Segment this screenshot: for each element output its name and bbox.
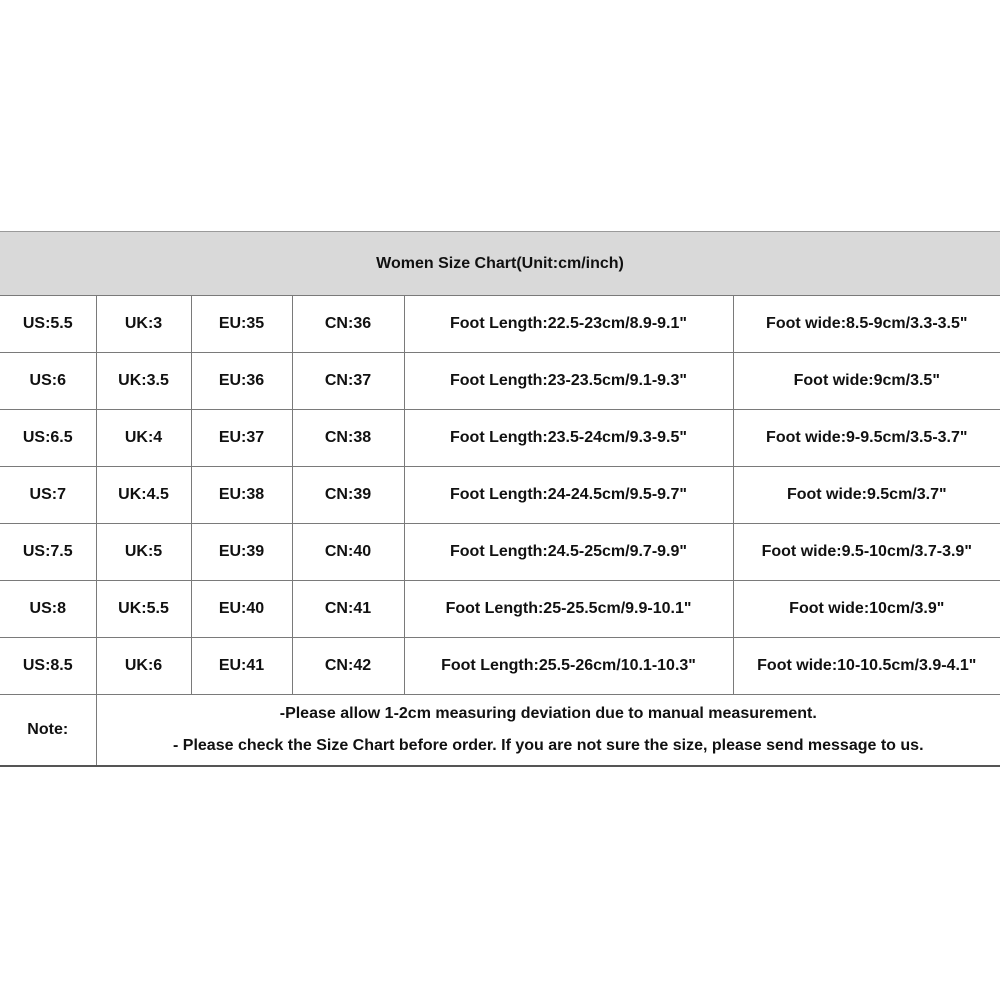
foot-length-cell: Foot Length:23-23.5cm/9.1-9.3": [404, 353, 733, 410]
us-size-cell: US:7: [0, 467, 96, 524]
foot-wide-cell: Foot wide:9cm/3.5": [733, 353, 1000, 410]
foot-length-cell: Foot Length:24-24.5cm/9.5-9.7": [404, 467, 733, 524]
foot-length-cell: Foot Length:23.5-24cm/9.3-9.5": [404, 410, 733, 467]
foot-wide-cell: Foot wide:10-10.5cm/3.9-4.1": [733, 638, 1000, 695]
eu-size-cell: EU:41: [191, 638, 292, 695]
uk-size-cell: UK:3.5: [96, 353, 191, 410]
us-size-cell: US:6.5: [0, 410, 96, 467]
uk-size-cell: UK:5: [96, 524, 191, 581]
table-row: [0, 581, 1000, 638]
foot-length-cell: Foot Length:24.5-25cm/9.7-9.9": [404, 524, 733, 581]
table-row: [0, 524, 1000, 581]
table-row: [0, 638, 1000, 695]
us-size-cell: US:8: [0, 581, 96, 638]
table-row: [0, 353, 1000, 410]
chart-title: Women Size Chart(Unit:cm/inch): [0, 232, 1000, 296]
cn-size-cell: CN:36: [292, 296, 404, 353]
us-size-cell: US:8.5: [0, 638, 96, 695]
uk-size-cell: UK:3: [96, 296, 191, 353]
note-line: - Please check the Size Chart before order. If you are not sure the size, please send message to us.: [173, 737, 924, 754]
cn-size-cell: CN:42: [292, 638, 404, 695]
note-label: Note:: [0, 695, 96, 767]
cn-size-cell: CN:37: [292, 353, 404, 410]
foot-wide-cell: Foot wide:9.5-10cm/3.7-3.9": [733, 524, 1000, 581]
cn-size-cell: CN:41: [292, 581, 404, 638]
eu-size-cell: EU:36: [191, 353, 292, 410]
table-row: [0, 296, 1000, 353]
eu-size-cell: EU:40: [191, 581, 292, 638]
us-size-cell: US:6: [0, 353, 96, 410]
table-row: [0, 410, 1000, 467]
foot-length-cell: Foot Length:25.5-26cm/10.1-10.3": [404, 638, 733, 695]
foot-wide-cell: Foot wide:8.5-9cm/3.3-3.5": [733, 296, 1000, 353]
uk-size-cell: UK:4.5: [96, 467, 191, 524]
foot-length-cell: Foot Length:25-25.5cm/9.9-10.1": [404, 581, 733, 638]
foot-wide-cell: Foot wide:9-9.5cm/3.5-3.7": [733, 410, 1000, 467]
size-chart-table: [0, 231, 1000, 767]
note-line: -Please allow 1-2cm measuring deviation due to manual measurement.: [279, 705, 817, 722]
cn-size-cell: CN:38: [292, 410, 404, 467]
cn-size-cell: CN:40: [292, 524, 404, 581]
eu-size-cell: EU:37: [191, 410, 292, 467]
us-size-cell: US:7.5: [0, 524, 96, 581]
eu-size-cell: EU:38: [191, 467, 292, 524]
title-row: [0, 232, 1000, 296]
eu-size-cell: EU:39: [191, 524, 292, 581]
note-row: [0, 695, 1000, 767]
us-size-cell: US:5.5: [0, 296, 96, 353]
note-text: [96, 695, 1000, 767]
uk-size-cell: UK:5.5: [96, 581, 191, 638]
eu-size-cell: EU:35: [191, 296, 292, 353]
size-chart-body: [0, 232, 1000, 767]
uk-size-cell: UK:6: [96, 638, 191, 695]
foot-wide-cell: Foot wide:10cm/3.9": [733, 581, 1000, 638]
foot-wide-cell: Foot wide:9.5cm/3.7": [733, 467, 1000, 524]
foot-length-cell: Foot Length:22.5-23cm/8.9-9.1": [404, 296, 733, 353]
uk-size-cell: UK:4: [96, 410, 191, 467]
table-row: [0, 467, 1000, 524]
cn-size-cell: CN:39: [292, 467, 404, 524]
